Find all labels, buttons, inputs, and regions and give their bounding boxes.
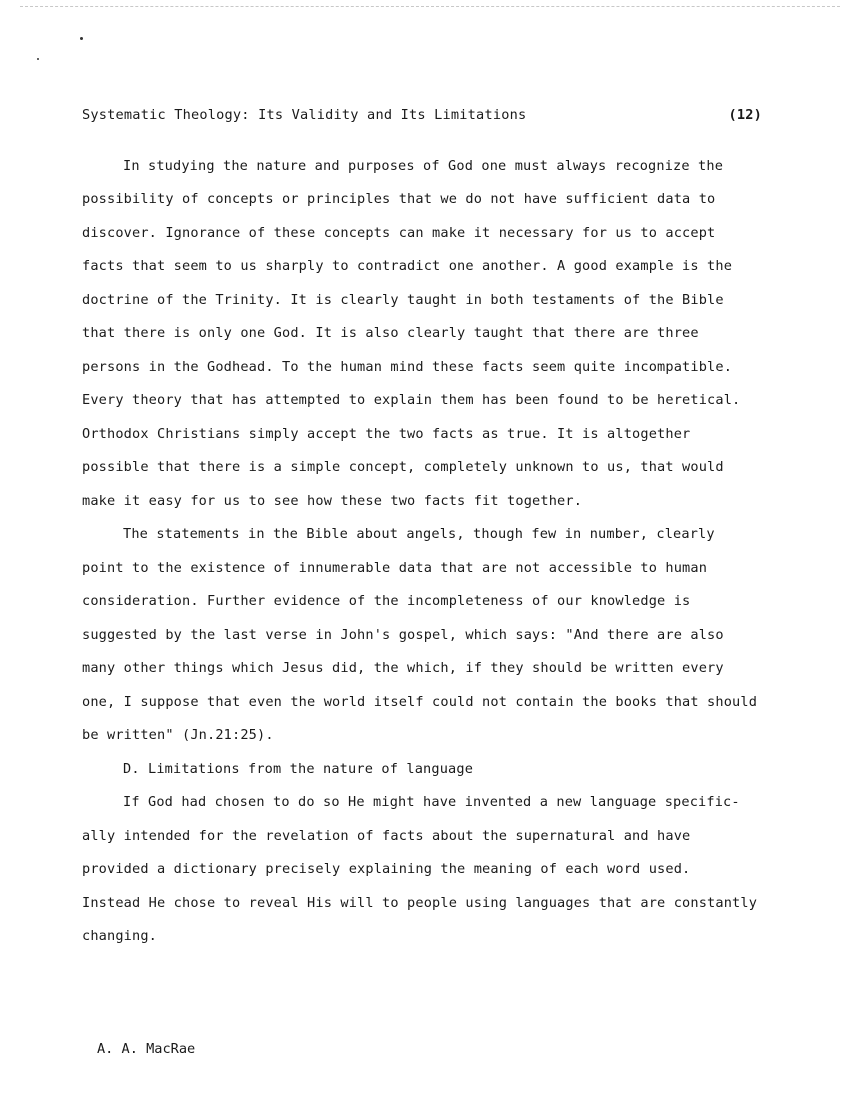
text-line: Every theory that has attempted to explain them has been found to be heretical. xyxy=(82,392,741,408)
text-line: that there is only one God. It is also clearly taught that there are three xyxy=(82,325,699,341)
page-header xyxy=(82,107,762,127)
text-line: ally intended for the revelation of facts about the supernatural and have xyxy=(82,828,691,844)
text-line: persons in the Godhead. To the human mind these facts seem quite incompatible. xyxy=(82,359,733,375)
text-line: point to the existence of innumerable data that are not accessible to human xyxy=(82,560,708,576)
text-line: provided a dictionary precisely explaining the meaning of each word used. xyxy=(82,861,691,877)
document-title: Systematic Theology: Its Validity and Its Limitations xyxy=(82,107,527,123)
text-line: possible that there is a simple concept, completely unknown to us, that would xyxy=(82,459,724,475)
text-line: Instead He chose to reveal His will to people using languages that are constantly xyxy=(82,895,758,911)
text-line: Orthodox Christians simply accept the two facts as true. It is altogether xyxy=(82,426,691,442)
scan-speck xyxy=(37,58,39,60)
text-line: The statements in the Bible about angels, though few in number, clearly xyxy=(123,526,715,542)
text-line: discover. Ignorance of these concepts can make it necessary for us to accept xyxy=(82,225,716,241)
scan-artifact-line xyxy=(20,6,840,7)
scan-speck xyxy=(80,37,83,40)
text-line: make it easy for us to see how these two facts fit together. xyxy=(82,493,583,509)
text-line: changing. xyxy=(82,928,158,944)
text-line: suggested by the last verse in John's gospel, which says: "And there are also xyxy=(82,627,724,643)
text-line: many other things which Jesus did, the which, if they should be written every xyxy=(82,660,724,676)
text-line: possibility of concepts or principles that we do not have sufficient data to xyxy=(82,191,716,207)
text-line: facts that seem to us sharply to contradict one another. A good example is the xyxy=(82,258,733,274)
text-line: doctrine of the Trinity. It is clearly taught in both testaments of the Bible xyxy=(82,292,724,308)
text-line: be written" (Jn.21:25). xyxy=(82,727,274,743)
page-number: (12) xyxy=(728,107,762,123)
text-line: consideration. Further evidence of the incompleteness of our knowledge is xyxy=(82,593,691,609)
section-heading: D. Limitations from the nature of language xyxy=(123,761,474,777)
text-line: If God had chosen to do so He might have invented a new language specific- xyxy=(123,794,740,810)
text-line: In studying the nature and purposes of God one must always recognize the xyxy=(123,158,724,174)
author-footer: A. A. MacRae xyxy=(97,1041,196,1057)
text-line: one, I suppose that even the world itself could not contain the books that should xyxy=(82,694,758,710)
